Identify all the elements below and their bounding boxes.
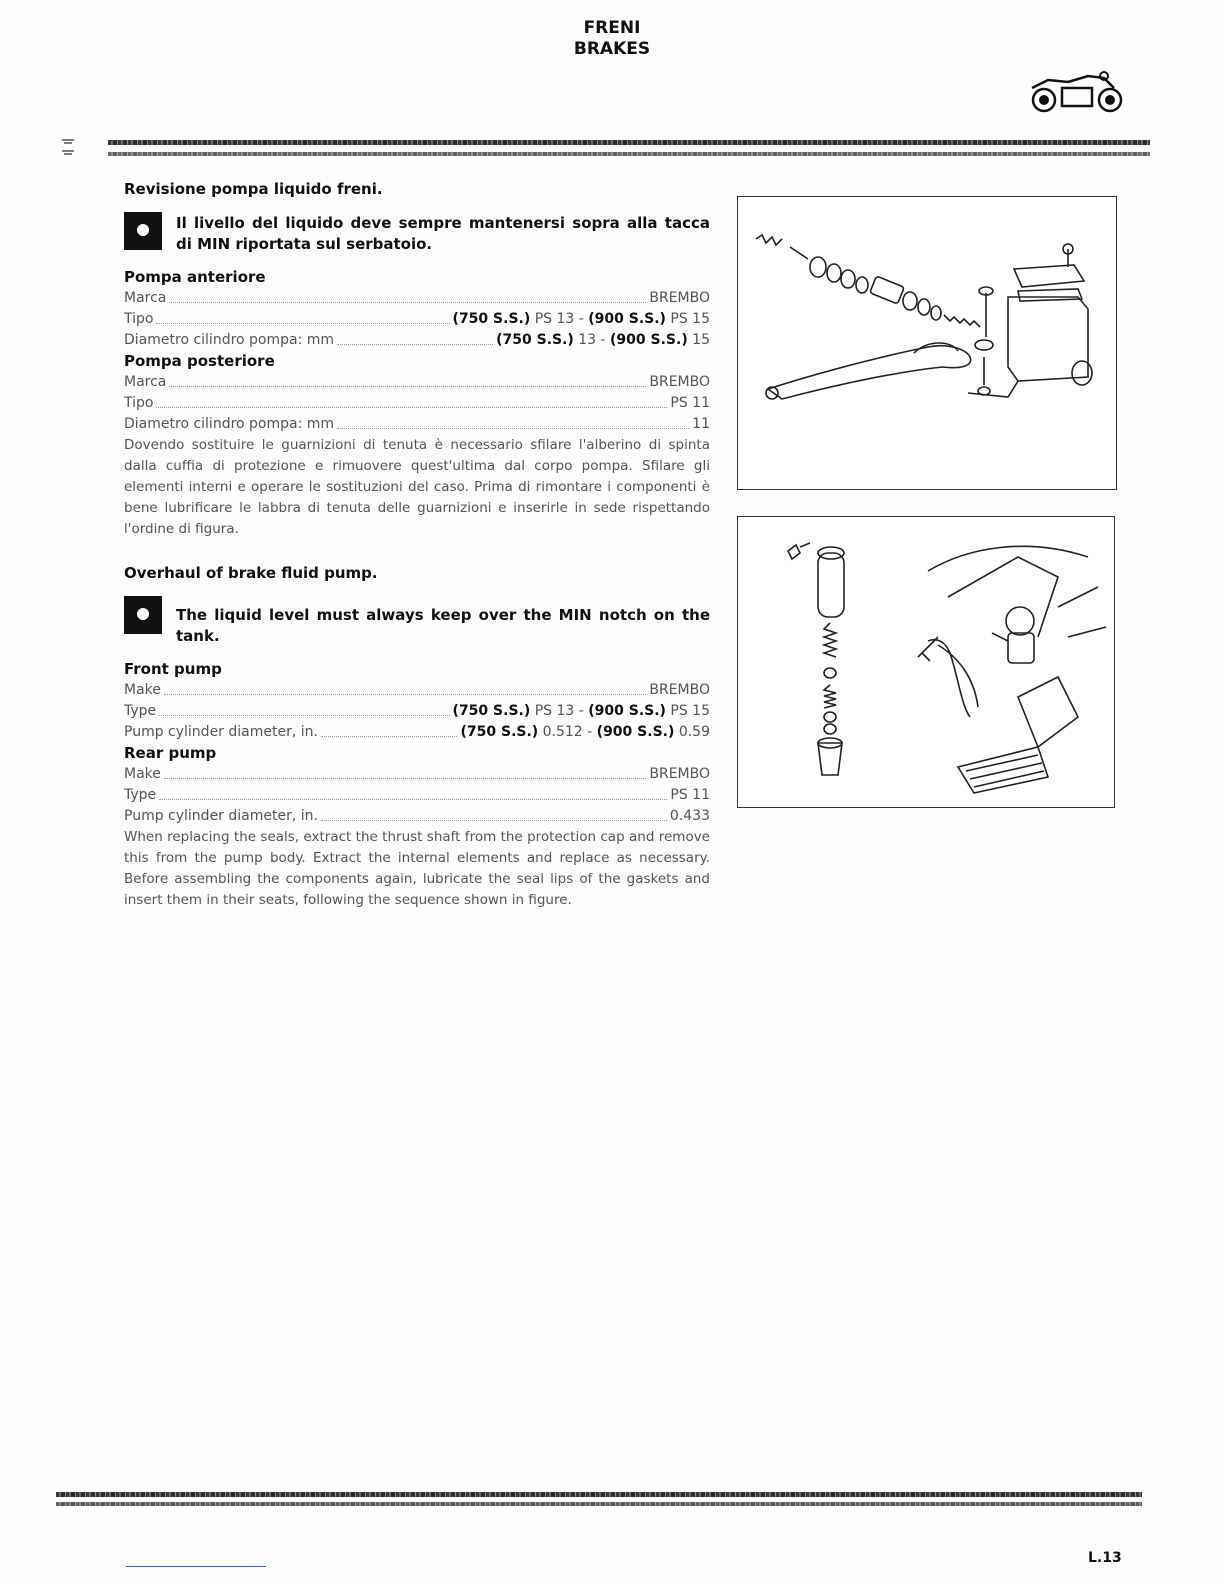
rear-pump-heading-it: Pompa posteriore: [124, 352, 275, 370]
note-bullet-icon: [124, 212, 162, 250]
pump-exploded-drawing: [738, 197, 1116, 489]
spec-value: (750 S.S.) PS 13 - (900 S.S.) PS 15: [452, 703, 710, 719]
spec-label: Make: [124, 766, 161, 782]
header-rule: [108, 140, 1150, 145]
spec-label: Diametro cilindro pompa: mm: [124, 332, 335, 348]
spec-label: Tipo: [124, 395, 154, 411]
header-title-it: FRENI: [583, 18, 641, 38]
spec-row: [124, 414, 710, 435]
note-en: [124, 596, 710, 647]
spec-value: (750 S.S.) PS 13 - (900 S.S.) PS 15: [452, 311, 710, 327]
paragraph-it: Dovendo sostituire le guarnizioni di tenuta è necessario sfilare l'alberino di spinta dalla cuffia di protezione e rimuovere quest'ultima dal corpo pompa. Sfilare gli elementi interni e operare le sostituzioni del caso. Prima di rimontare i componenti è bene lubrificare le labbra di tenuta delle guarnizioni e inserirle in sede rispettando l'ordine di figura.: [124, 437, 710, 537]
footer-rule: [56, 1492, 1142, 1497]
spec-value: (750 S.S.) 0.512 - (900 S.S.) 0.59: [460, 724, 710, 740]
spec-label: Pump cylinder diameter, in.: [124, 724, 318, 740]
section-title-en: Overhaul of brake fluid pump.: [124, 564, 378, 582]
page-number: L.13: [1088, 1550, 1122, 1566]
spec-value: BREMBO: [649, 682, 710, 698]
spec-value: (750 S.S.) 13 - (900 S.S.) 15: [496, 332, 710, 348]
spec-label: Type: [124, 787, 157, 803]
spec-value: BREMBO: [649, 374, 710, 390]
spec-value: 11: [692, 416, 710, 432]
spec-row: [124, 701, 710, 722]
rear-pump-drawing: [738, 517, 1114, 807]
spec-row: [124, 309, 710, 330]
spec-row: [124, 372, 710, 393]
spec-row: [124, 330, 710, 351]
spec-label: Pump cylinder diameter, in.: [124, 808, 318, 824]
motorcycle-icon: [1028, 70, 1128, 118]
spec-row: [124, 764, 710, 785]
spec-label: Diametro cilindro pompa: mm: [124, 416, 335, 432]
rear-pump-heading-en: Rear pump: [124, 744, 217, 762]
spec-value: PS 11: [670, 395, 710, 411]
spec-label: Tipo: [124, 311, 154, 327]
note-bullet-icon: [124, 596, 162, 634]
spec-row: [124, 722, 710, 743]
section-title-it: Revisione pompa liquido freni.: [124, 180, 383, 198]
note-it: [124, 212, 710, 255]
footer-rule-secondary: [56, 1502, 1142, 1506]
spec-label: Marca: [124, 290, 167, 306]
spec-value: BREMBO: [649, 766, 710, 782]
spec-label: Type: [124, 703, 157, 719]
header-rule-secondary: [108, 152, 1150, 156]
margin-marks: [62, 138, 76, 158]
front-pump-heading-it: Pompa anteriore: [124, 268, 266, 286]
paragraph-en: When replacing the seals, extract the thrust shaft from the protection cap and remove this from the pump body. Extract the internal elements and replace as necessary. Before assembling the components again, lubricate the seal lips of the gaskets and insert them in their seats, following the sequence shown in figure.: [124, 829, 710, 908]
spec-label: Marca: [124, 374, 167, 390]
spec-value: BREMBO: [649, 290, 710, 306]
note-text-en: The liquid level must always keep over the MIN notch on the tank.: [176, 606, 710, 645]
spec-row: [124, 785, 710, 806]
page-header: [0, 18, 1224, 60]
main-content: [124, 180, 710, 911]
spec-label: Make: [124, 682, 161, 698]
link-underline: [126, 1566, 266, 1567]
figure-pump-exploded: [737, 196, 1117, 490]
spec-row: [124, 393, 710, 414]
spec-value: 0.433: [669, 808, 710, 824]
spec-row: [124, 680, 710, 701]
header-title-en: BRAKES: [573, 39, 651, 59]
front-pump-heading-en: Front pump: [124, 660, 222, 678]
spec-row: [124, 806, 710, 827]
spec-value: PS 11: [670, 787, 710, 803]
spec-row: [124, 288, 710, 309]
note-text-it: Il livello del liquido deve sempre mantenersi sopra alla tacca di MIN riportata sul serbatoio.: [176, 214, 710, 253]
figure-rear-pump: [737, 516, 1115, 808]
